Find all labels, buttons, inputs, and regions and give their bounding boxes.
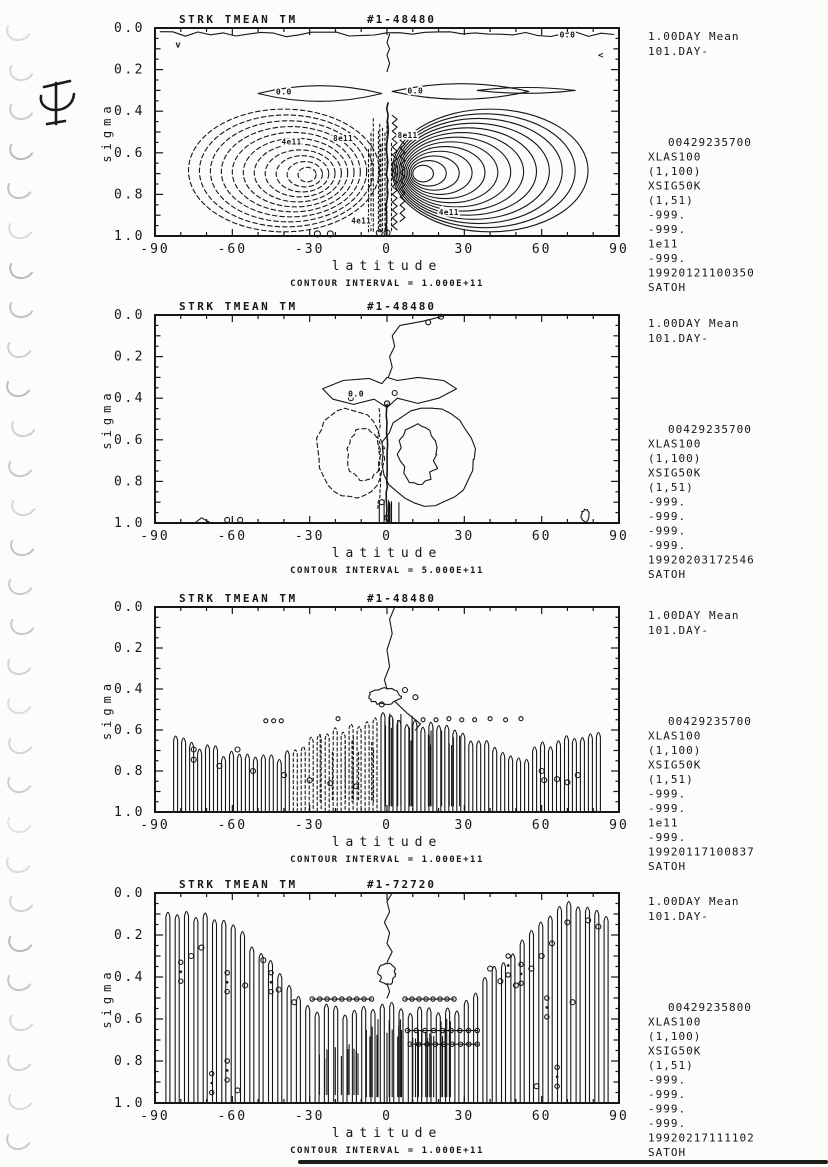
- side-info-line: -999.: [648, 787, 687, 801]
- contour-field: [160, 32, 614, 237]
- side-info-line: -999.: [648, 510, 687, 523]
- side-info-line: 00429235800: [668, 1001, 752, 1014]
- y-tick-label: 0.0: [114, 308, 145, 323]
- y-tick-label: 0.8: [114, 1054, 145, 1069]
- side-info-line: (1,100): [648, 744, 702, 757]
- contour-value-label: 0.0: [407, 86, 424, 96]
- side-info-line: -999.: [648, 539, 687, 552]
- panel-title: STRK TMEAN TM: [179, 300, 298, 313]
- x-tick-label: -60: [217, 818, 248, 833]
- side-info-line: SATOH: [648, 281, 687, 294]
- side-header-line: 101.DAY-: [648, 624, 709, 637]
- panel-3: [100, 592, 755, 873]
- side-info-line: XSIG50K: [648, 179, 702, 193]
- side-info-line: 00429235700: [668, 136, 752, 149]
- y-tick-label: 0.8: [114, 187, 145, 203]
- side-info-line: 19920217111102: [648, 1131, 755, 1145]
- x-tick-label: -60: [217, 242, 248, 257]
- side-info-line: 1e11: [648, 237, 679, 251]
- x-axis-title: latitude: [331, 259, 443, 274]
- x-axis-title: latitude: [331, 546, 443, 561]
- contour-interval-label: CONTOUR INTERVAL = 5.000E+11: [290, 566, 484, 576]
- side-header-line: 101.DAY-: [648, 332, 709, 345]
- x-tick-label: -30: [294, 529, 325, 544]
- contour-value-label: 8e11: [397, 131, 418, 141]
- x-tick-label: -60: [217, 529, 248, 544]
- contour-value-label: 0.0: [559, 30, 576, 40]
- side-info-line: -999.: [648, 252, 687, 265]
- contour-value-label: 4e11: [351, 216, 372, 226]
- side-info-line: XLAS100: [648, 150, 702, 164]
- side-info-line: -999.: [648, 524, 687, 538]
- plot-frame: [155, 607, 619, 812]
- side-info-line: 1e11: [648, 816, 679, 830]
- side-header-line: 1.00DAY Mean: [648, 895, 740, 908]
- y-axis-title: sigma: [100, 101, 114, 163]
- panel-title: STRK TMEAN TM: [179, 13, 298, 26]
- side-info-line: 19920121100350: [648, 266, 755, 280]
- contour-interval-label: CONTOUR INTERVAL = 1.000E+11: [290, 1146, 484, 1156]
- panel-title: STRK TMEAN TM: [179, 592, 298, 605]
- contour-value-label: 4e11: [281, 137, 302, 147]
- y-tick-label: 0.6: [114, 1012, 145, 1027]
- side-info-line: XSIG50K: [648, 758, 702, 772]
- y-tick-label: 0.6: [114, 723, 145, 738]
- side-info-line: XLAS100: [648, 729, 702, 743]
- contour-value-label: v: [175, 40, 182, 51]
- contour-field: [196, 314, 589, 522]
- y-tick-label: 0.4: [114, 682, 145, 697]
- side-info-line: SATOH: [648, 568, 687, 581]
- side-info-line: 19920203172546: [648, 553, 755, 567]
- side-info-line: -999.: [648, 223, 687, 236]
- side-info-line: -999.: [648, 831, 687, 844]
- contour-interval-label: CONTOUR INTERVAL = 1.000E+11: [290, 279, 484, 289]
- x-tick-label: -90: [140, 818, 170, 833]
- side-header-line: 101.DAY-: [648, 45, 709, 58]
- x-tick-label: 60: [531, 529, 552, 544]
- x-tick-label: -60: [217, 1109, 248, 1124]
- x-tick-label: 90: [609, 529, 629, 544]
- side-info-line: XSIG50K: [648, 1044, 702, 1058]
- y-tick-label: 0.0: [114, 21, 145, 36]
- side-info-line: -999.: [648, 1102, 687, 1116]
- side-info-line: (1,51): [648, 773, 694, 786]
- side-header-line: 1.00DAY Mean: [648, 609, 740, 622]
- y-tick-label: 0.4: [114, 391, 145, 407]
- y-tick-label: 0.6: [114, 432, 145, 448]
- x-tick-label: 30: [454, 818, 475, 833]
- x-tick-label: -90: [140, 1109, 170, 1124]
- panel-title: STRK TMEAN TM: [179, 878, 298, 891]
- side-info-line: SATOH: [648, 860, 687, 873]
- y-tick-label: 0.0: [114, 886, 145, 901]
- side-info-line: (1,100): [648, 1030, 702, 1043]
- y-tick-label: 0.4: [114, 104, 145, 120]
- x-tick-label: 60: [531, 818, 552, 833]
- side-info-line: 00429235700: [668, 423, 752, 436]
- side-info-line: 00429235700: [668, 715, 752, 728]
- y-axis-title: sigma: [100, 388, 114, 450]
- panel-frame-id: #1-48480: [367, 300, 436, 313]
- side-info-line: XSIG50K: [648, 466, 702, 480]
- panel-2: [100, 300, 755, 581]
- side-header-line: 101.DAY-: [648, 910, 709, 923]
- y-tick-label: 0.8: [114, 474, 145, 490]
- side-info-line: 19920117100837: [648, 845, 755, 859]
- side-info-line: -999.: [648, 802, 687, 815]
- side-info-line: -999.: [648, 1073, 687, 1087]
- axis-ticks: [155, 607, 619, 812]
- contour-field: [166, 893, 608, 1102]
- side-header-line: 1.00DAY Mean: [648, 30, 740, 43]
- side-info-line: -999.: [648, 208, 687, 222]
- panel-frame-id: #1-48480: [367, 592, 436, 605]
- side-info-line: (1,100): [648, 165, 702, 178]
- y-axis-title: sigma: [100, 678, 114, 741]
- x-axis-title: latitude: [331, 1126, 443, 1141]
- y-tick-label: 1.0: [114, 516, 145, 531]
- side-header-line: 1.00DAY Mean: [648, 317, 740, 330]
- x-tick-label: -30: [294, 1109, 325, 1124]
- y-tick-label: 0.2: [114, 641, 145, 656]
- x-tick-label: 0: [382, 242, 392, 257]
- side-info-line: XLAS100: [648, 437, 702, 451]
- panel-4: [100, 878, 755, 1159]
- side-info-line: (1,51): [648, 194, 694, 207]
- x-tick-label: 90: [609, 818, 629, 833]
- contour-value-label: 8e11: [333, 134, 354, 144]
- x-tick-label: -90: [140, 242, 170, 257]
- side-info-line: -999.: [648, 1117, 687, 1130]
- contour-field: [174, 607, 601, 811]
- y-tick-label: 0.6: [114, 145, 145, 161]
- y-tick-label: 0.8: [114, 764, 145, 779]
- y-tick-label: 0.0: [114, 600, 145, 615]
- y-tick-label: 1.0: [114, 1096, 145, 1111]
- side-info-line: (1,100): [648, 452, 702, 465]
- y-tick-label: 0.4: [114, 970, 145, 985]
- y-tick-label: 1.0: [114, 805, 145, 820]
- contour-interval-label: CONTOUR INTERVAL = 1.000E+11: [290, 855, 484, 865]
- x-tick-label: 0: [382, 529, 392, 544]
- scan-artifact-line: [298, 1160, 828, 1164]
- x-tick-label: -90: [140, 529, 170, 544]
- side-info-line: (1,51): [648, 481, 694, 494]
- x-tick-label: 90: [609, 1109, 629, 1124]
- x-axis-title: latitude: [331, 835, 443, 850]
- y-tick-label: 1.0: [114, 229, 145, 244]
- contour-value-label: 0.0: [348, 389, 365, 399]
- contour-value-label: 0.0: [275, 87, 292, 97]
- x-tick-label: 60: [531, 242, 552, 257]
- x-tick-label: 30: [454, 1109, 475, 1124]
- side-info-line: -999.: [648, 1088, 687, 1101]
- x-tick-label: -30: [294, 242, 325, 257]
- y-tick-label: 0.2: [114, 928, 145, 943]
- panel-frame-id: #1-72720: [367, 878, 436, 891]
- contour-value-label: <: [597, 51, 604, 62]
- x-tick-label: 0: [382, 818, 392, 833]
- x-tick-label: 90: [609, 242, 629, 257]
- y-axis-title: sigma: [100, 967, 114, 1029]
- x-tick-label: -30: [294, 818, 325, 833]
- panel-frame-id: #1-48480: [367, 13, 436, 26]
- y-tick-label: 0.2: [114, 62, 145, 78]
- side-info-line: -999.: [648, 495, 687, 509]
- side-info-line: SATOH: [648, 1146, 687, 1159]
- side-info-line: (1,51): [648, 1059, 694, 1072]
- x-tick-label: 30: [454, 529, 475, 544]
- y-tick-label: 0.2: [114, 349, 145, 365]
- side-info-line: XLAS100: [648, 1015, 702, 1029]
- panel-1: [100, 13, 755, 294]
- x-tick-label: 0: [382, 1109, 392, 1124]
- x-tick-label: 60: [531, 1109, 552, 1124]
- x-tick-label: 30: [454, 242, 475, 257]
- contour-value-label: 4e11: [438, 208, 459, 218]
